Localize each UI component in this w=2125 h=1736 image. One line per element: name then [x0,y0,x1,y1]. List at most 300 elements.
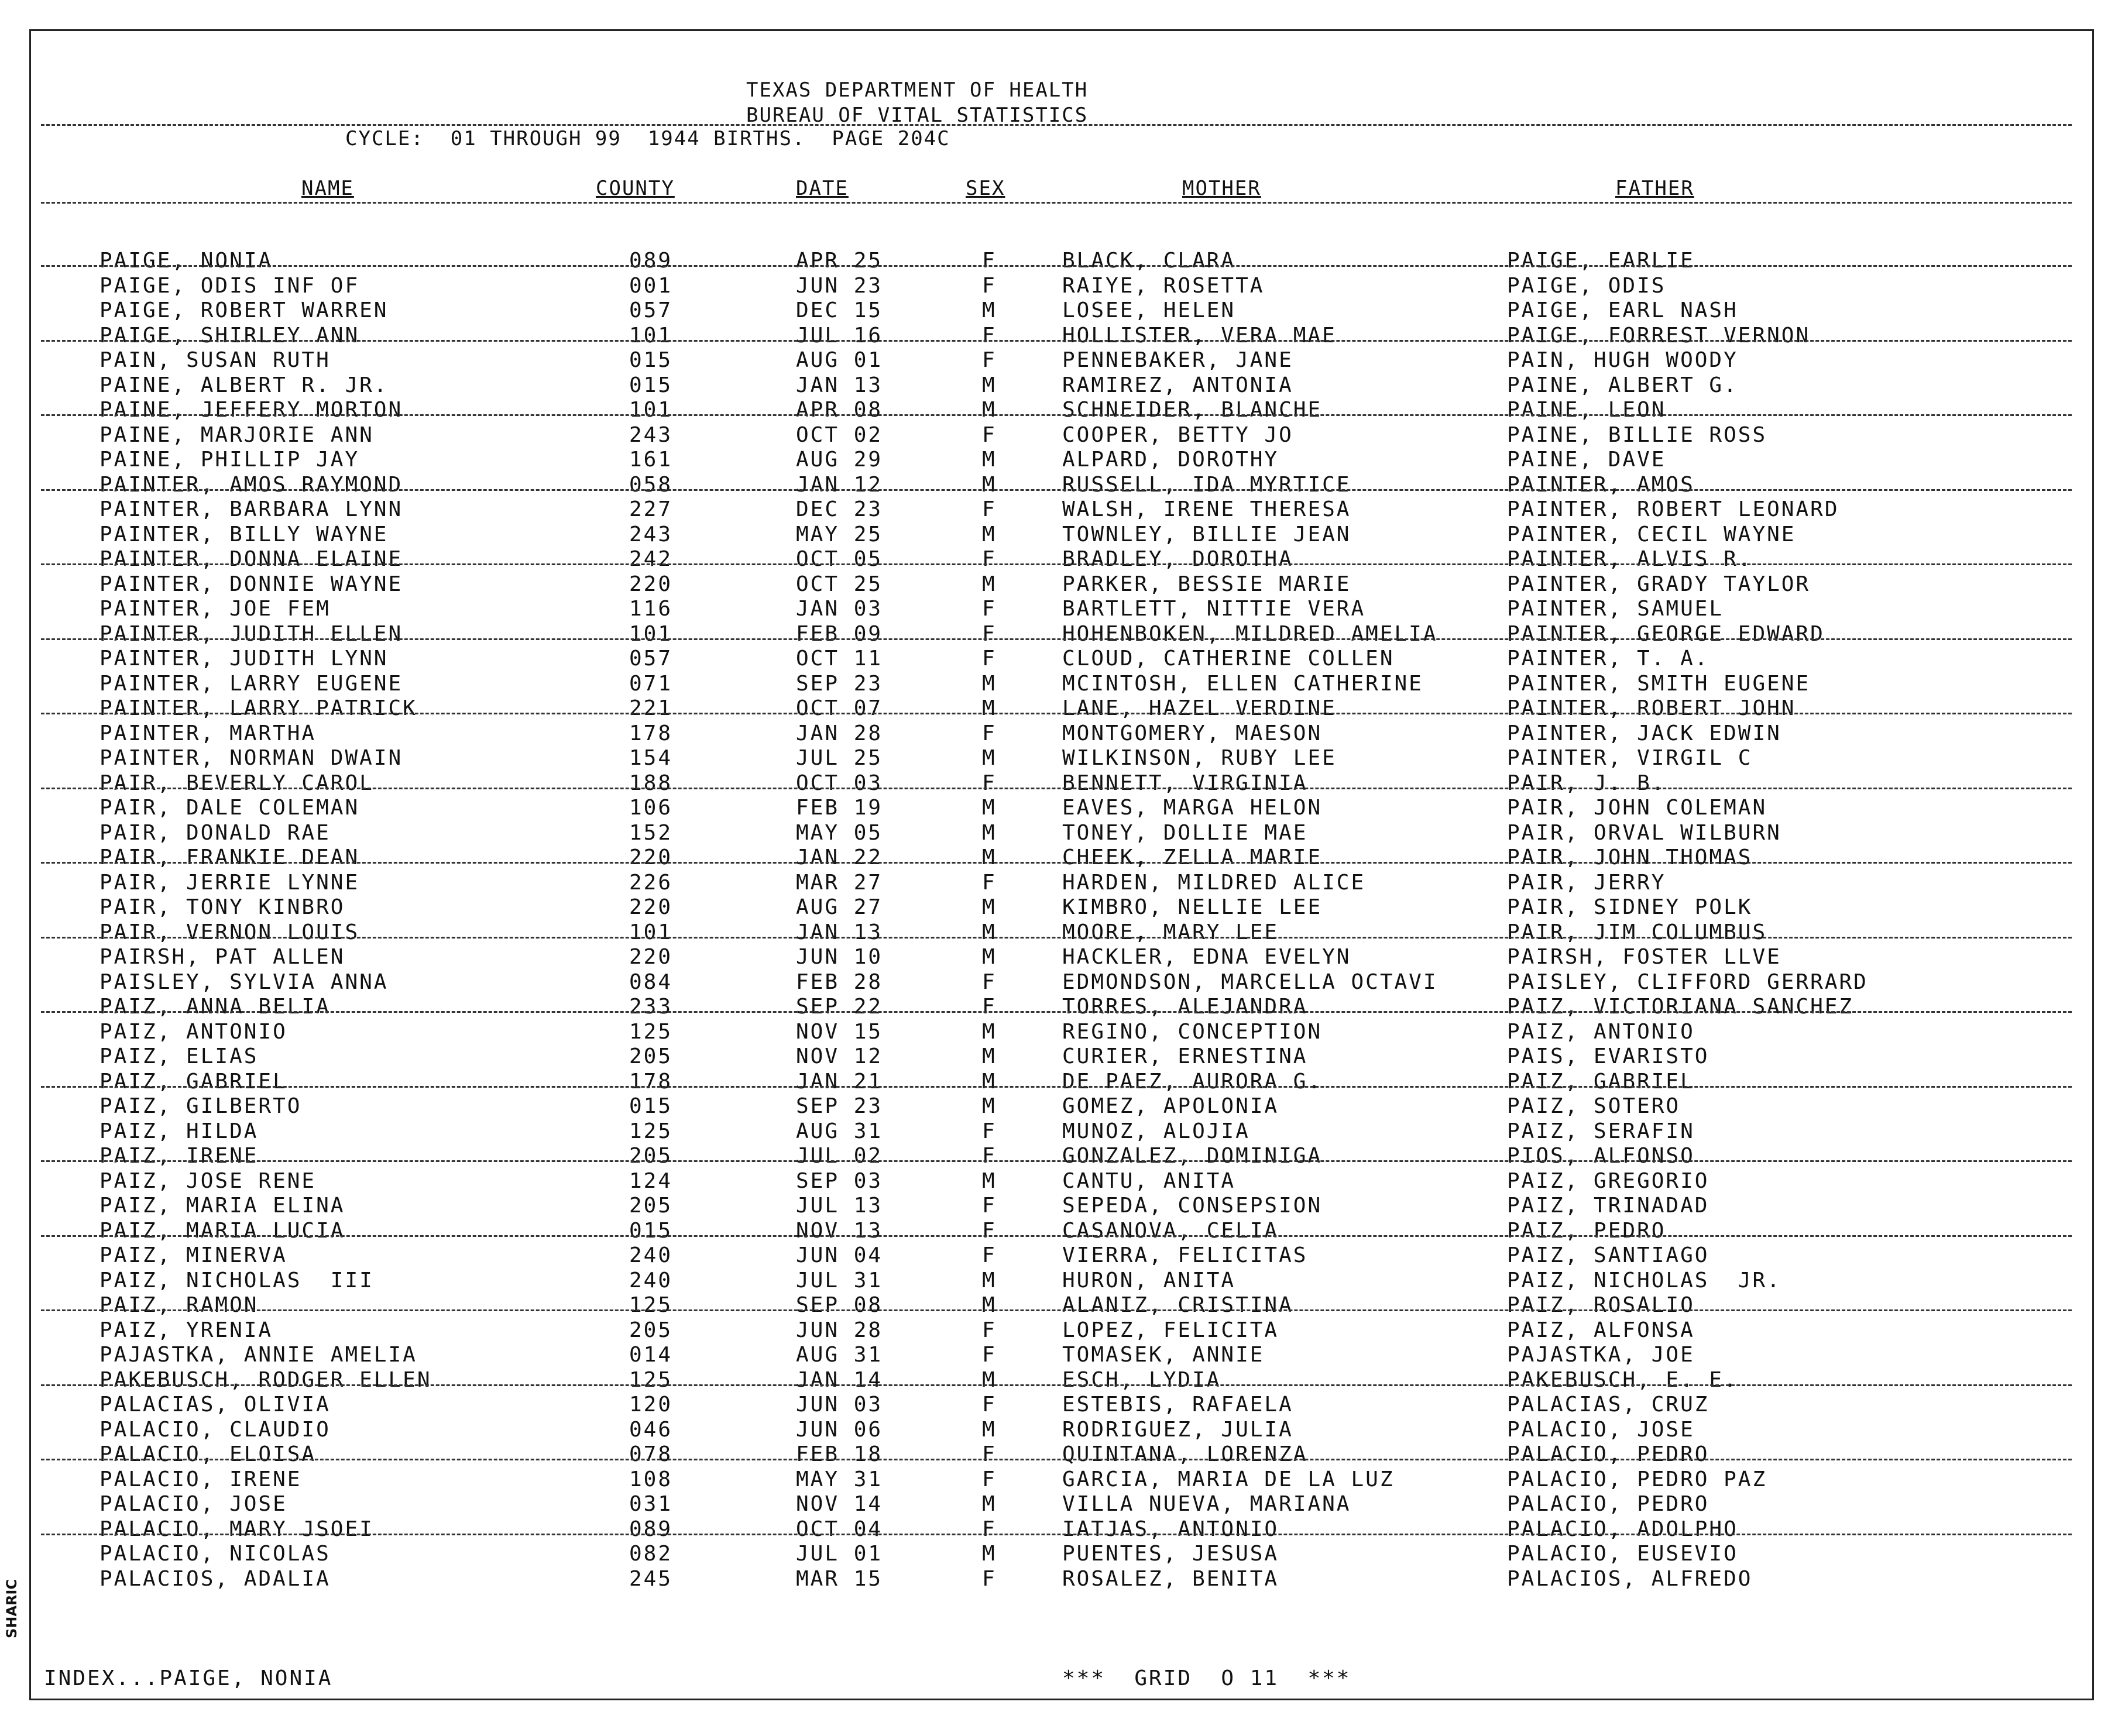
record-date: SEP 03 [796,1168,883,1193]
record-county: 015 [629,1094,673,1118]
record-name: PAIR, FRANKIE DEAN [99,845,360,869]
table-row [0,1094,2125,1119]
column-header-sex: SEX [966,177,1005,200]
record-county: 240 [629,1268,673,1292]
record-county: 125 [629,1293,673,1317]
record-date: NOV 12 [796,1044,883,1068]
record-mother: MOORE, MARY LEE [1062,920,1279,944]
record-name: PAINE, ALBERT R. JR. [99,373,389,397]
record-sex: F [982,547,997,571]
record-name: PAIZ, IRENE [99,1144,259,1168]
record-county: 001 [629,273,673,298]
record-sex: M [982,1019,997,1044]
record-sex: M [982,1367,997,1392]
record-county: 243 [629,422,673,447]
record-name: PAINTER, AMOS RAYMOND [99,472,403,497]
record-sex: M [982,572,997,596]
record-county: 226 [629,870,673,895]
record-sex: F [982,323,997,348]
record-county: 124 [629,1168,673,1193]
record-name: PALACIO, MARY JSOEI [99,1517,374,1541]
table-row [0,448,2125,472]
table-row [0,1219,2125,1243]
record-date: JUN 28 [796,1318,883,1342]
record-county: 057 [629,647,673,671]
record-mother: IATJAS, ANTONIO [1062,1517,1279,1541]
record-date: JUL 13 [796,1194,883,1218]
record-name: PAINE, JEFFERY MORTON [99,398,403,422]
record-county: 245 [629,1566,673,1591]
record-mother: RAMIREZ, ANTONIA [1062,373,1293,397]
record-name: PAIRSH, PAT ALLEN [99,945,345,969]
column-header-name: NAME [301,177,354,200]
record-county: 154 [629,746,673,770]
table-row [0,1343,2125,1367]
record-date: MAR 15 [796,1566,883,1591]
record-date: JUL 01 [796,1542,883,1566]
record-county: 084 [629,970,673,994]
table-row [0,1044,2125,1069]
table-row [0,622,2125,647]
record-county: 101 [629,621,673,646]
record-county: 220 [629,945,673,969]
record-sex: M [982,1417,997,1442]
record-mother: GARCIA, MARIA DE LA LUZ [1062,1467,1395,1491]
record-mother: PARKER, BESSIE MARIE [1062,572,1351,596]
record-sex: F [982,621,997,646]
record-father: PAINTER, ROBERT LEONARD [1507,497,1839,521]
record-father: PAIZ, VICTORIANA SANCHEZ [1507,995,1854,1019]
footer-index: INDEX...PAIGE, NONIA [44,1666,333,1690]
record-county: 101 [629,323,673,348]
side-mark: SHARIC [4,1579,20,1638]
record-county: 057 [629,298,673,322]
record-sex: M [982,820,997,845]
record-name: PALACIO, CLAUDIO [99,1417,331,1442]
record-mother: HURON, ANITA [1062,1268,1236,1292]
record-mother: LOPEZ, FELICITA [1062,1318,1279,1342]
record-sex: F [982,1119,997,1143]
record-father: PAIZ, SERAFIN [1507,1119,1695,1143]
record-mother: QUINTANA, LORENZA [1062,1442,1308,1466]
table-row [0,522,2125,547]
record-date: DEC 15 [796,298,883,322]
record-sex: M [982,1069,997,1094]
record-name: PALACIO, JOSE [99,1492,287,1516]
table-row [0,672,2125,696]
record-county: 242 [629,547,673,571]
record-date: JAN 28 [796,721,883,745]
record-mother: ALANIZ, CRISTINA [1062,1293,1293,1317]
record-name: PAINTER, NORMAN DWAIN [99,746,403,770]
record-county: 125 [629,1119,673,1143]
record-date: JAN 12 [796,472,883,497]
table-row [0,274,2125,298]
record-county: 089 [629,249,673,273]
record-father: PAINTER, ALVIS R. [1507,547,1753,571]
record-county: 178 [629,721,673,745]
record-father: PALACIAS, CRUZ [1507,1393,1709,1417]
table-row [0,473,2125,497]
record-father: PAIZ, GABRIEL [1507,1069,1695,1094]
record-mother: RUSSELL, IDA MYRTICE [1062,472,1351,497]
table-row [0,1269,2125,1293]
record-sex: F [982,1467,997,1491]
table-row [0,1368,2125,1393]
record-date: JUN 23 [796,273,883,298]
record-date: AUG 27 [796,895,883,919]
record-county: 071 [629,671,673,696]
record-sex: F [982,1218,997,1243]
record-county: 205 [629,1194,673,1218]
record-name: PAIZ, MINERVA [99,1243,287,1267]
record-father: PAINTER, SAMUEL [1507,597,1724,621]
record-name: PAIZ, MARIA LUCIA [99,1218,345,1243]
record-sex: F [982,348,997,372]
record-father: PAIGE, ODIS [1507,273,1666,298]
record-father: PAIGE, FORREST VERNON [1507,323,1811,348]
record-county: 031 [629,1492,673,1516]
record-sex: M [982,696,997,720]
record-father: PAINTER, GRADY TAYLOR [1507,572,1811,596]
record-county: 120 [629,1393,673,1417]
record-name: PAINE, MARJORIE ANN [99,422,374,447]
record-sex: F [982,273,997,298]
record-mother: BENNETT, VIRGINIA [1062,771,1308,795]
table-row [0,1467,2125,1492]
record-father: PAINE, DAVE [1507,448,1666,472]
record-date: AUG 31 [796,1343,883,1367]
column-header-date: DATE [796,177,849,200]
record-date: AUG 29 [796,448,883,472]
record-mother: TORRES, ALEJANDRA [1062,995,1308,1019]
header-line-1: TEXAS DEPARTMENT OF HEALTH [746,78,1089,102]
record-name: PALACIOS, ADALIA [99,1566,331,1591]
record-date: NOV 14 [796,1492,883,1516]
record-mother: VIERRA, FELICITAS [1062,1243,1308,1267]
record-name: PAINE, PHILLIP JAY [99,448,360,472]
record-county: 014 [629,1343,673,1367]
record-date: OCT 04 [796,1517,883,1541]
record-name: PAINTER, BARBARA LYNN [99,497,403,521]
record-date: JUL 25 [796,746,883,770]
record-sex: M [982,1492,997,1516]
record-mother: ALPARD, DOROTHY [1062,448,1279,472]
record-mother: GONZALEZ, DOMINIGA [1062,1144,1323,1168]
record-date: JUL 16 [796,323,883,348]
table-row [0,547,2125,572]
record-date: SEP 22 [796,995,883,1019]
record-date: OCT 05 [796,547,883,571]
record-county: 116 [629,597,673,621]
record-father: PAIZ, ROSALIO [1507,1293,1695,1317]
table-row [0,1442,2125,1467]
record-name: PAIZ, JOSE RENE [99,1168,317,1193]
record-sex: M [982,398,997,422]
record-county: 205 [629,1044,673,1068]
record-name: PAIZ, HILDA [99,1119,259,1143]
record-father: PAINTER, JACK EDWIN [1507,721,1781,745]
record-sex: M [982,1044,997,1068]
record-name: PALACIO, IRENE [99,1467,302,1491]
record-date: JUN 10 [796,945,883,969]
header-rule-1 [41,124,2072,126]
record-date: APR 08 [796,398,883,422]
record-sex: M [982,945,997,969]
table-row [0,298,2125,323]
record-father: PALACIO, EUSEVIO [1507,1542,1738,1566]
record-date: AUG 01 [796,348,883,372]
table-row [0,1418,2125,1442]
record-father: PAIZ, ALFONSA [1507,1318,1695,1342]
record-sex: F [982,1566,997,1591]
record-county: 058 [629,472,673,497]
record-sex: M [982,1293,997,1317]
record-father: PAIZ, SANTIAGO [1507,1243,1709,1267]
table-row [0,895,2125,920]
column-header-county: COUNTY [596,177,675,200]
record-mother: PUENTES, JESUSA [1062,1542,1279,1566]
record-date: NOV 13 [796,1218,883,1243]
table-row [0,721,2125,746]
record-date: JAN 14 [796,1367,883,1392]
record-sex: M [982,522,997,546]
record-mother: KIMBRO, NELLIE LEE [1062,895,1323,919]
record-mother: ESTEBIS, RAFAELA [1062,1393,1293,1417]
record-county: 108 [629,1467,673,1491]
record-mother: REGINO, CONCEPTION [1062,1019,1323,1044]
record-mother: BARTLETT, NITTIE VERA [1062,597,1366,621]
record-mother: HARDEN, MILDRED ALICE [1062,870,1366,895]
record-mother: MUNOZ, ALOJIA [1062,1119,1250,1143]
record-mother: ROSALEZ, BENITA [1062,1566,1279,1591]
record-father: PAJASTKA, JOE [1507,1343,1695,1367]
record-date: OCT 25 [796,572,883,596]
record-name: PAINTER, JUDITH ELLEN [99,621,403,646]
record-name: PAIGE, ROBERT WARREN [99,298,389,322]
record-county: 240 [629,1243,673,1267]
record-county: 205 [629,1144,673,1168]
record-date: DEC 23 [796,497,883,521]
record-mother: LOSEE, HELEN [1062,298,1236,322]
table-row [0,1517,2125,1542]
record-name: PAIZ, ANNA BELIA [99,995,331,1019]
table-row [0,1542,2125,1566]
record-mother: HOLLISTER, VERA MAE [1062,323,1337,348]
record-father: PAIR, SIDNEY POLK [1507,895,1753,919]
record-sex: F [982,1144,997,1168]
record-name: PAINTER, JUDITH LYNN [99,647,389,671]
table-row [0,871,2125,895]
record-mother: CLOUD, CATHERINE COLLEN [1062,647,1395,671]
table-row [0,1318,2125,1343]
record-sex: M [982,1168,997,1193]
record-mother: DE PAEZ, AURORA G. [1062,1069,1323,1094]
record-county: 178 [629,1069,673,1094]
table-row [0,1119,2125,1144]
record-name: PAIGE, ODIS INF OF [99,273,360,298]
record-date: OCT 02 [796,422,883,447]
record-father: PAIZ, PEDRO [1507,1218,1666,1243]
record-county: 233 [629,995,673,1019]
record-father: PAIR, JOHN COLEMAN [1507,796,1767,820]
record-date: JUL 02 [796,1144,883,1168]
record-father: PAIZ, NICHOLAS JR. [1507,1268,1781,1292]
record-mother: HOHENBOKEN, MILDRED AMELIA [1062,621,1438,646]
record-date: JUN 04 [796,1243,883,1267]
record-mother: HACKLER, EDNA EVELYN [1062,945,1351,969]
record-name: PAJASTKA, ANNIE AMELIA [99,1343,417,1367]
table-row [0,1393,2125,1417]
record-sex: F [982,721,997,745]
record-sex: F [982,1442,997,1466]
record-date: OCT 07 [796,696,883,720]
record-sex: F [982,1318,997,1342]
record-county: 188 [629,771,673,795]
record-mother: CASANOVA, CELIA [1062,1218,1279,1243]
record-sex: F [982,647,997,671]
footer-grid: *** GRID O 11 *** [1062,1666,1351,1690]
record-father: PIOS, ALFONSO [1507,1144,1695,1168]
record-date: JAN 13 [796,920,883,944]
record-mother: BRADLEY, DOROTHA [1062,547,1293,571]
record-father: PAINTER, CECIL WAYNE [1507,522,1796,546]
record-father: PAINTER, GEORGE EDWARD [1507,621,1825,646]
record-date: JUL 31 [796,1268,883,1292]
column-header-rule [41,202,2072,204]
record-sex: M [982,1268,997,1292]
record-sex: F [982,1343,997,1367]
record-county: 106 [629,796,673,820]
record-sex: M [982,920,997,944]
record-name: PAIR, BEVERLY CAROL [99,771,374,795]
table-row [0,423,2125,448]
table-row [0,1070,2125,1094]
record-father: PAIZ, ANTONIO [1507,1019,1695,1044]
record-sex: F [982,497,997,521]
table-row [0,1243,2125,1268]
record-county: 082 [629,1542,673,1566]
record-sex: F [982,1393,997,1417]
record-date: MAY 25 [796,522,883,546]
record-name: PALACIAS, OLIVIA [99,1393,331,1417]
record-father: PAINE, LEON [1507,398,1666,422]
record-name: PAIR, VERNON LOUIS [99,920,360,944]
record-name: PAINTER, BILLY WAYNE [99,522,389,546]
table-row [0,249,2125,273]
table-row [0,1293,2125,1318]
record-date: APR 25 [796,249,883,273]
record-father: PAIR, JIM COLUMBUS [1507,920,1767,944]
record-mother: TONEY, DOLLIE MAE [1062,820,1308,845]
table-row [0,647,2125,671]
record-name: PAISLEY, SYLVIA ANNA [99,970,389,994]
record-mother: MCINTOSH, ELLEN CATHERINE [1062,671,1423,696]
record-county: 101 [629,398,673,422]
record-name: PAIZ, GABRIEL [99,1069,287,1094]
record-father: PAIGE, EARL NASH [1507,298,1738,322]
record-sex: F [982,249,997,273]
record-date: OCT 11 [796,647,883,671]
record-name: PALACIO, NICOLAS [99,1542,331,1566]
record-county: 243 [629,522,673,546]
record-father: PAIS, EVARISTO [1507,1044,1709,1068]
record-name: PAIGE, NONIA [99,249,273,273]
record-date: JUN 03 [796,1393,883,1417]
record-name: PAIGE, SHIRLEY ANN [99,323,360,348]
record-sex: M [982,1542,997,1566]
record-name: PAIZ, ELIAS [99,1044,259,1068]
record-mother: EDMONDSON, MARCELLA OCTAVI [1062,970,1438,994]
table-row [0,771,2125,796]
record-father: PAIGE, EARLIE [1507,249,1695,273]
record-date: MAY 31 [796,1467,883,1491]
record-mother: VILLA NUEVA, MARIANA [1062,1492,1351,1516]
record-date: JAN 22 [796,845,883,869]
record-name: PAIZ, MARIA ELINA [99,1194,345,1218]
table-row [0,796,2125,820]
record-father: PALACIO, PEDRO PAZ [1507,1467,1767,1491]
record-date: OCT 03 [796,771,883,795]
record-mother: TOWNLEY, BILLIE JEAN [1062,522,1351,546]
record-sex: F [982,995,997,1019]
record-sex: M [982,671,997,696]
record-name: PAIN, SUSAN RUTH [99,348,331,372]
record-date: AUG 31 [796,1119,883,1143]
record-sex: M [982,895,997,919]
cycle-line: CYCLE: 01 THROUGH 99 1944 BIRTHS. PAGE 204C [345,127,950,150]
record-name: PAINTER, JOE FEM [99,597,331,621]
record-date: FEB 19 [796,796,883,820]
table-row [0,970,2125,995]
record-father: PAIR, JOHN THOMAS [1507,845,1753,869]
record-county: 227 [629,497,673,521]
record-mother: CURIER, ERNESTINA [1062,1044,1308,1068]
record-name: PAIR, TONY KINBRO [99,895,345,919]
record-mother: SEPEDA, CONSEPSION [1062,1194,1323,1218]
record-sex: M [982,472,997,497]
record-mother: LANE, HAZEL VERDINE [1062,696,1337,720]
record-father: PALACIO, JOSE [1507,1417,1695,1442]
record-name: PALACIO, ELOISA [99,1442,317,1466]
record-county: 125 [629,1367,673,1392]
table-row [0,1020,2125,1044]
record-sex: M [982,746,997,770]
record-date: FEB 18 [796,1442,883,1466]
record-name: PAKEBUSCH, RODGER ELLEN [99,1367,432,1392]
record-mother: PENNEBAKER, JANE [1062,348,1293,372]
table-row [0,821,2125,845]
record-father: PAIN, HUGH WOODY [1507,348,1738,372]
column-header-mother: MOTHER [1182,177,1261,200]
record-name: PAINTER, LARRY PATRICK [99,696,417,720]
record-mother: MONTGOMERY, MAESON [1062,721,1323,745]
record-father: PAISLEY, CLIFFORD GERRARD [1507,970,1868,994]
record-mother: GOMEZ, APOLONIA [1062,1094,1279,1118]
record-county: 161 [629,448,673,472]
record-mother: WALSH, IRENE THERESA [1062,497,1351,521]
record-father: PAINTER, T. A. [1507,647,1709,671]
record-sex: F [982,1194,997,1218]
record-name: PAINTER, DONNA ELAINE [99,547,403,571]
record-mother: CANTU, ANITA [1062,1168,1236,1193]
record-father: PAINTER, ROBERT JOHN [1507,696,1796,720]
record-father: PAIZ, SOTERO [1507,1094,1681,1118]
record-county: 046 [629,1417,673,1442]
record-mother: COOPER, BETTY JO [1062,422,1293,447]
record-mother: RAIYE, ROSETTA [1062,273,1265,298]
record-father: PAIZ, TRINADAD [1507,1194,1709,1218]
